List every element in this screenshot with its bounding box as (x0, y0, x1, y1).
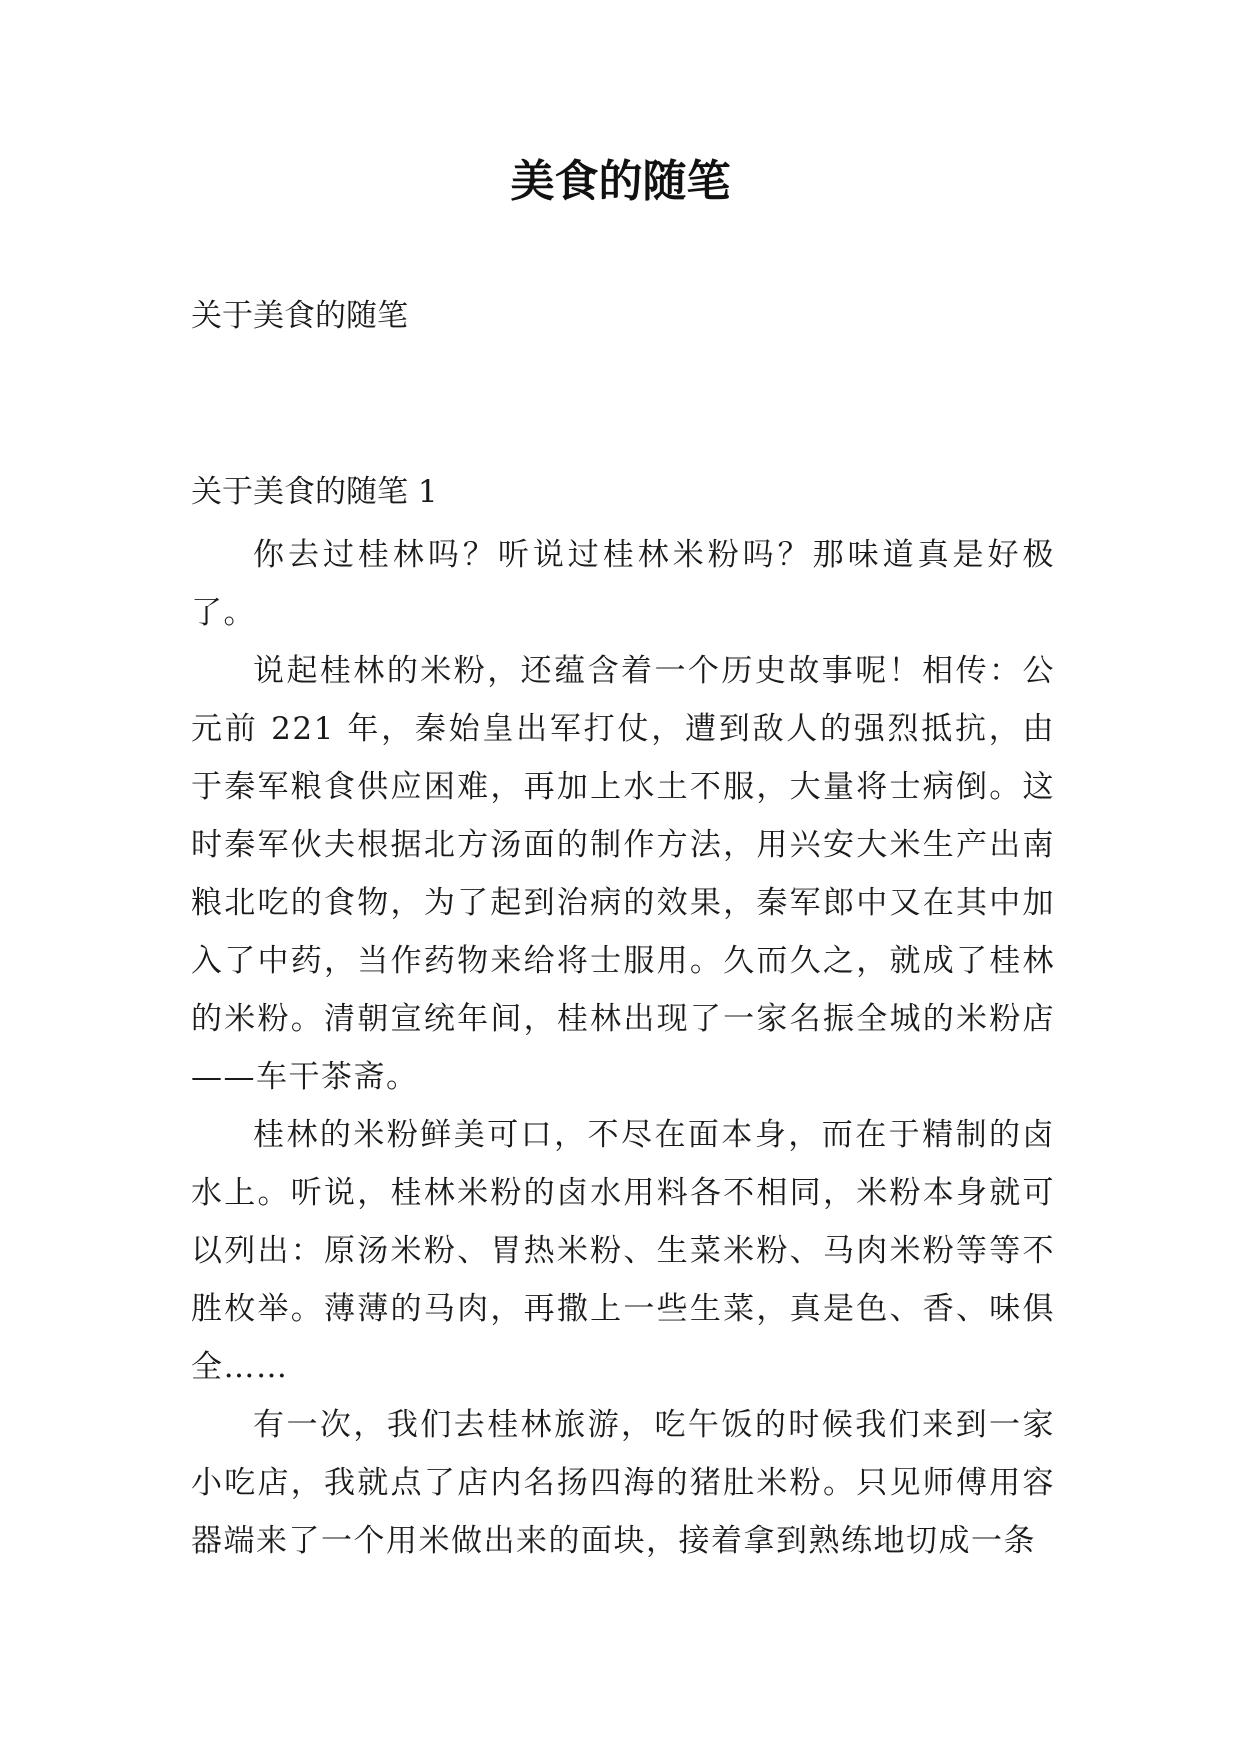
document-subtitle: 关于美食的随笔 (191, 298, 408, 334)
section-heading: 关于美食的随笔 1 (191, 474, 438, 510)
paragraph-4: 有一次，我们去桂林旅游，吃午饭的时候我们来到一家小吃店，我就点了店内名扬四海的猪肚米粉。只见师傅用容器端来了一个用米做出来的面块，接着拿到熟练地切成一条 (191, 1407, 1055, 1559)
body-text (191, 526, 1055, 1570)
paragraph-2: 说起桂林的米粉，还蕴含着一个历史故事呢！相传：公元前 221 年，秦始皇出军打仗，遭到敌人的强烈抵抗，由于秦军粮食供应困难，再加上水土不服，大量将士病倒。这时秦军伙夫根据北方汤面的制作方法，用兴安大米生产出南粮北吃的食物，为了起到治病的效果，秦军郎中又在其中加入了中药，当作药物来给将士服用。久而久之，就成了桂林的米粉。清朝宣统年间，桂林出现了一家名振全城的米粉店——车干茶斋。 (191, 653, 1055, 1095)
document-title: 美食的随笔 (510, 156, 731, 207)
paragraph-3: 桂林的米粉鲜美可口，不尽在面本身，而在于精制的卤水上。听说，桂林米粉的卤水用料各不相同，米粉本身就可以列出：原汤米粉、胃热米粉、生菜米粉、马肉米粉等等不胜枚举。薄薄的马肉，再撒上一些生菜，真是色、香、味俱全…… (191, 1117, 1055, 1385)
paragraph-1: 你去过桂林吗？听说过桂林米粉吗？那味道真是好极了。 (191, 537, 1055, 631)
